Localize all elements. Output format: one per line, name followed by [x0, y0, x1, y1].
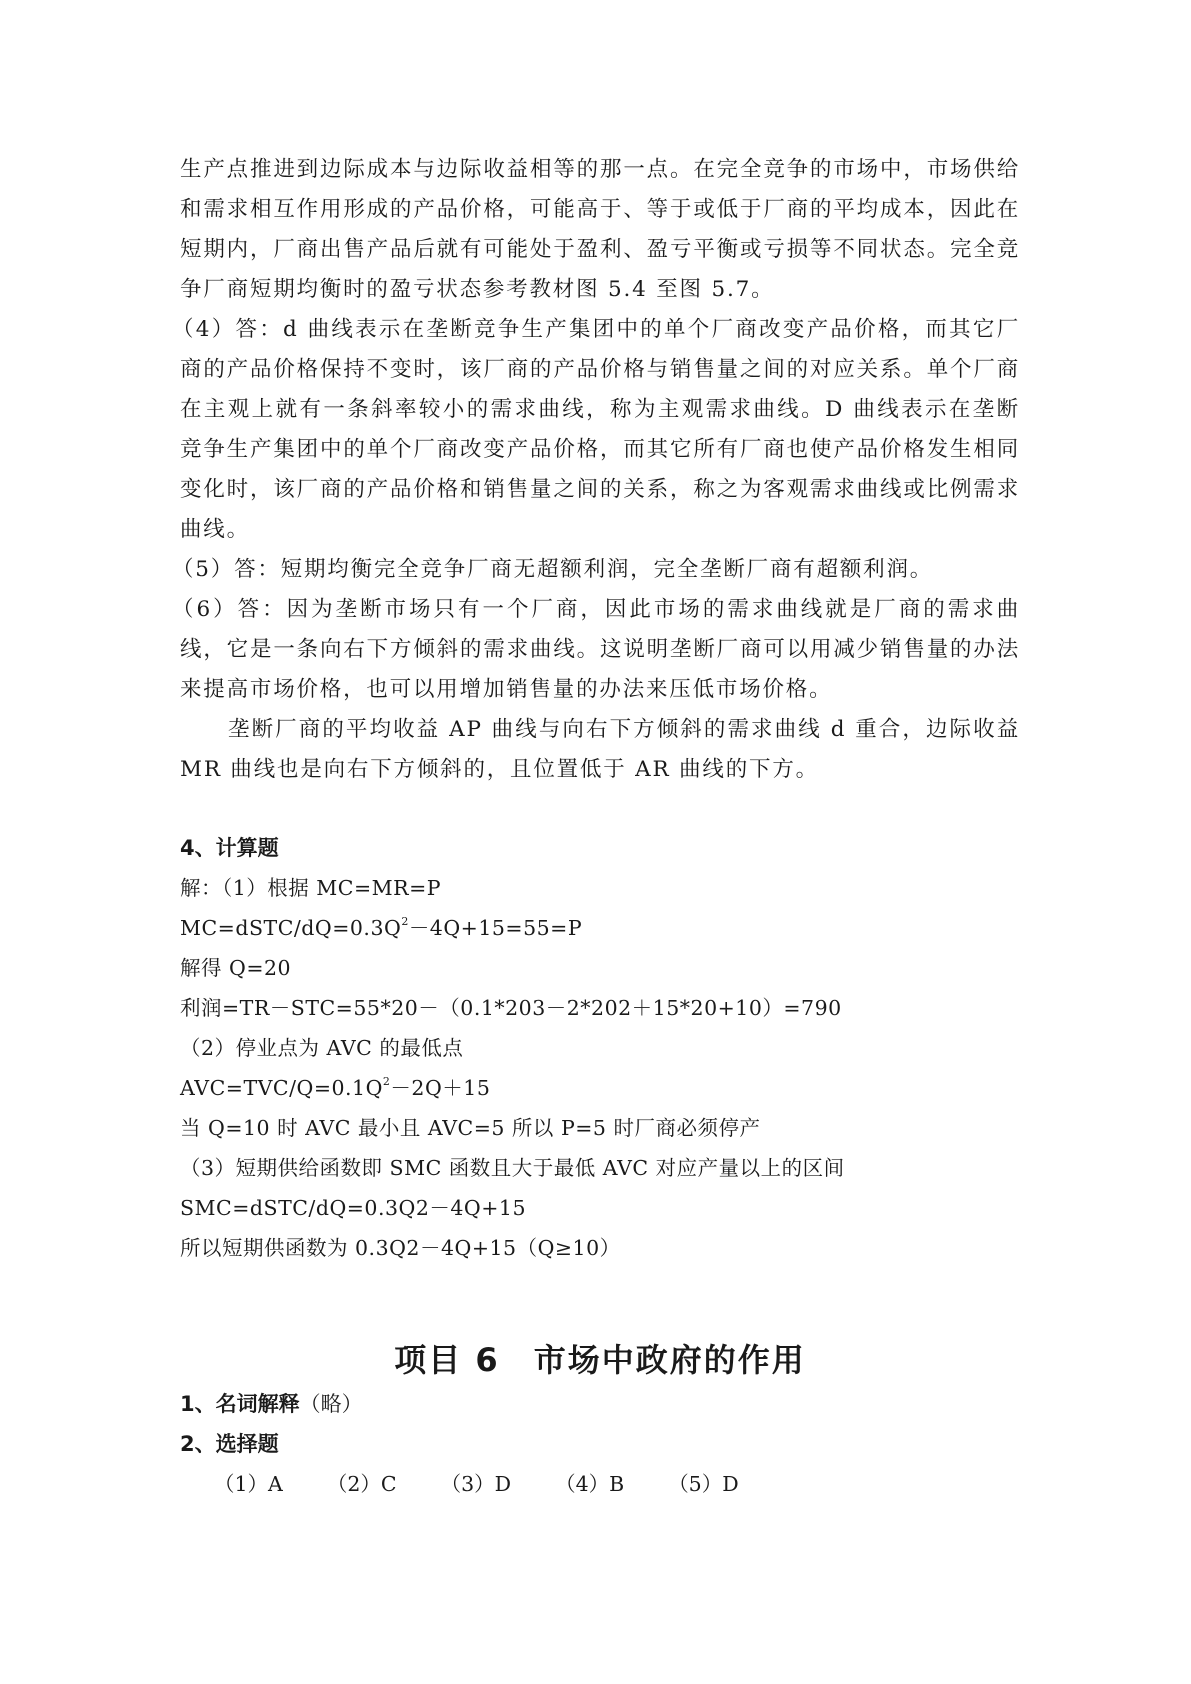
- calc-line-avc: $AVC=TVC/Q=0.1Q^2-2Q+15$: [180, 1075, 491, 1100]
- calc-line-mc: $MC=dSTC/dQ=0.3Q^2-4Q+15=55=P$: [180, 915, 583, 940]
- section-heading-terms: 1、名词解释（略）: [180, 1392, 363, 1416]
- calc-line: 当 Q=10 时 AVC 最小且 AVC=5 所以 P=5 时厂商必须停产: [180, 1116, 761, 1140]
- answer-item: （3）D: [440, 1472, 512, 1496]
- section-heading-choice: 2、选择题: [180, 1432, 279, 1456]
- paragraph-answer-6: （6）答：因为垄断市场只有一个厂商，因此市场的需求曲线就是厂商的需求曲线，它是一条向右下方倾斜的需求曲线。这说明垄断厂商可以用减少销售量的办法来提高市场价格，也可以用增加销售量的办法来压低市场价格。: [172, 597, 1020, 702]
- answer-item: （1）A: [214, 1472, 283, 1496]
- answer-item: （4）B: [555, 1472, 625, 1496]
- calc-line: 解得 Q=20: [180, 956, 292, 980]
- calc-line: SMC=dSTC/dQ=0.3Q2－4Q+15: [180, 1196, 526, 1220]
- calc-line: 利润=TR－STC=55*20－（0.1*203－2*202＋15*20+10）=790: [180, 996, 842, 1020]
- answer-item: （5）D: [668, 1472, 739, 1496]
- terms-note: （略）: [299, 1392, 363, 1416]
- paragraph-monopoly-revenue: 垄断厂商的平均收益 AP 曲线与向右下方倾斜的需求曲线 d 重合，边际收益 MR 曲线也是向右下方倾斜的，且位置低于 AR 曲线的下方。: [180, 717, 1020, 782]
- calc-line: （2）停业点为 AVC 的最低点: [180, 1036, 464, 1060]
- document-page: [172, 150, 1020, 1504]
- calc-line: 所以短期供函数为 0.3Q2－4Q+15（Q≥10）: [180, 1236, 621, 1260]
- paragraph-answer-5: （5）答：短期均衡完全竞争厂商无超额利润，完全垄断厂商有超额利润。: [172, 557, 934, 582]
- paragraph-answer-4: （4）答：d 曲线表示在垄断竞争生产集团中的单个厂商改变产品价格，而其它厂商的产品价格保持不变时，该厂商的产品价格与销售量之间的对应关系。单个厂商在主观上就有一条斜率较小的需求曲线，称为主观需求曲线。D 曲线表示在垄断竞争生产集团中的单个厂商改变产品价格，而其它所有厂商也使产品价格发生相同变化时，该厂商的产品价格和销售量之间的关系，称之为客观需求曲线或比例需求曲线。: [172, 317, 1020, 542]
- calc-line: （3）短期供给函数即 SMC 函数且大于最低 AVC 对应产量以上的区间: [180, 1156, 845, 1180]
- section-heading-calculation: 4、计算题: [180, 836, 279, 860]
- choice-answers: [180, 1464, 1020, 1504]
- project-title: 项目 6 市场中政府的作用: [394, 1341, 806, 1379]
- paragraph-continuation: 生产点推进到边际成本与边际收益相等的那一点。在完全竞争的市场中，市场供给和需求相互作用形成的产品价格，可能高于、等于或低于厂商的平均成本，因此在短期内，厂商出售产品后就有可能处于盈利、盈亏平衡或亏损等不同状态。完全竞争厂商短期均衡时的盈亏状态参考教材图 5.4 至图 5.7。: [180, 157, 1020, 302]
- answer-item: （2）C: [326, 1472, 397, 1496]
- calc-line: 解：（1）根据 MC=MR=P: [180, 876, 442, 900]
